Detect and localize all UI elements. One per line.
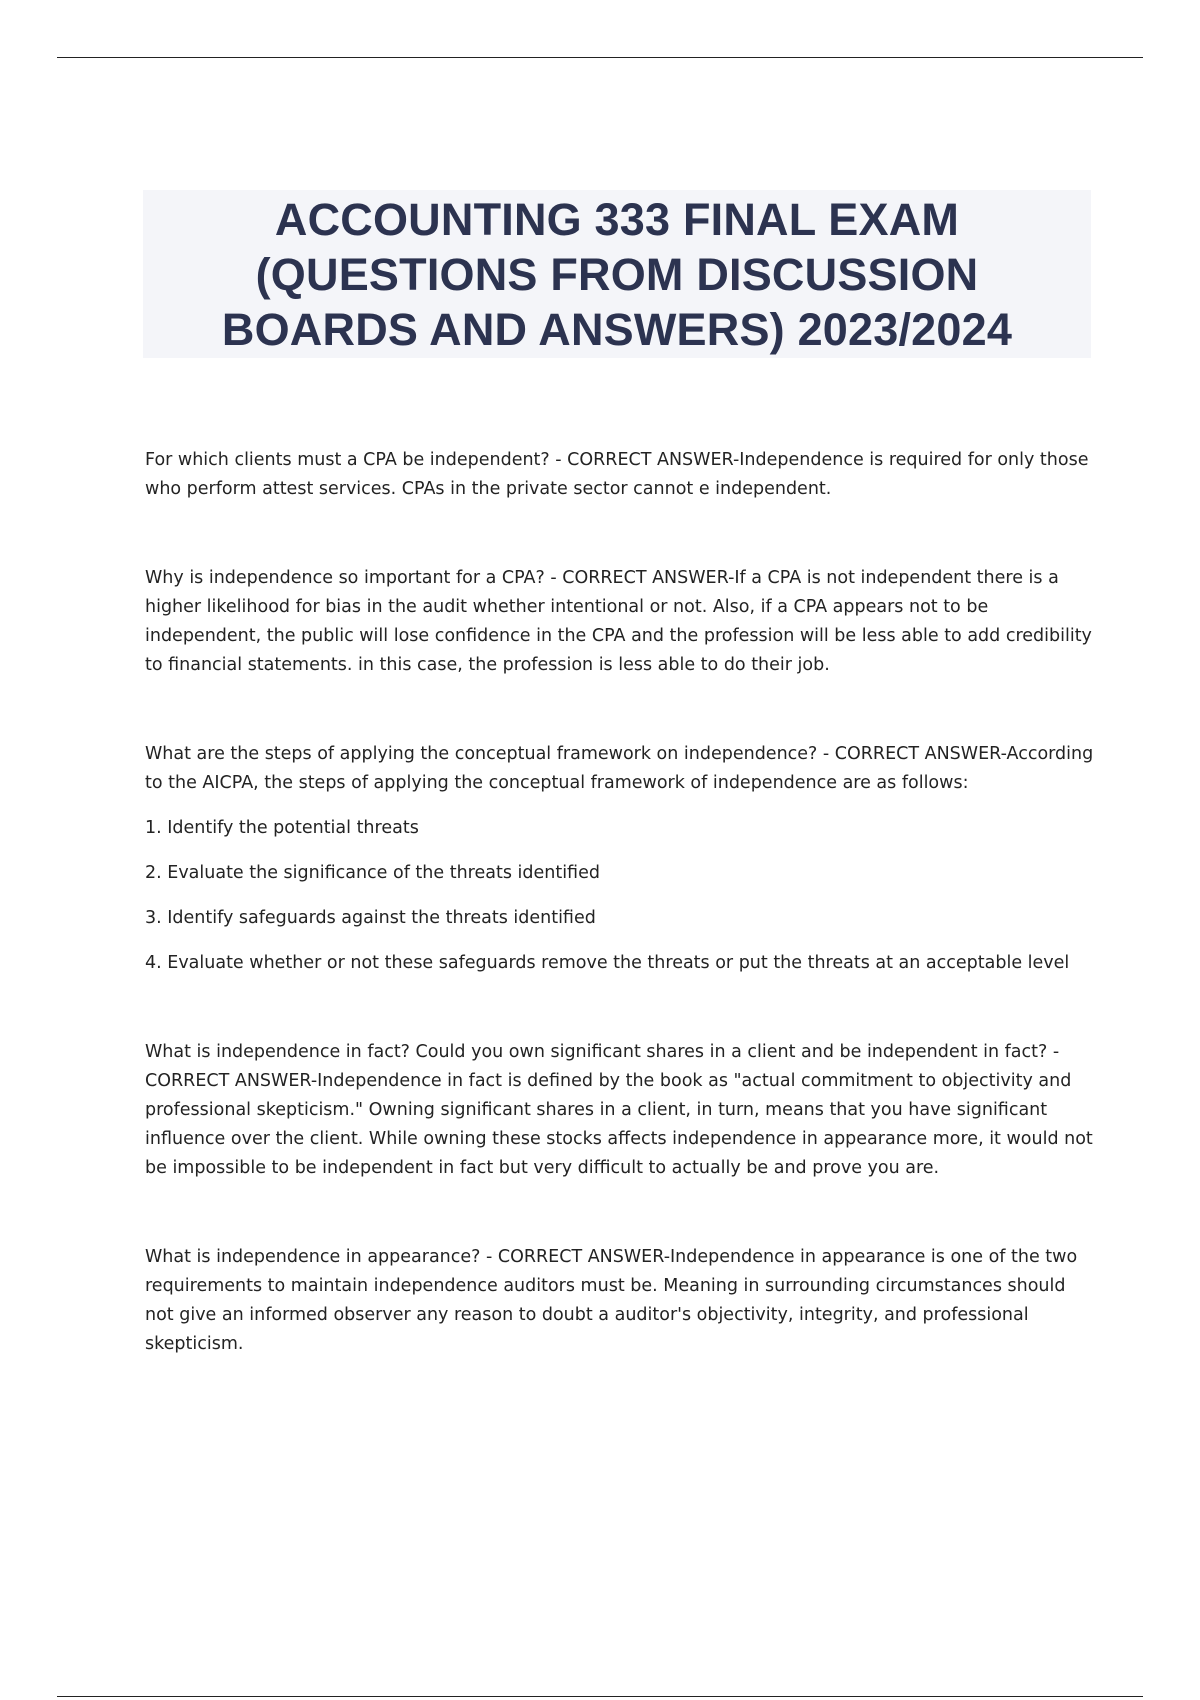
title-line: (QUESTIONS FROM DISCUSSION: [255, 248, 979, 300]
qa-item: [145, 1243, 1095, 1359]
qa-item: [145, 446, 1095, 504]
step-item: 3. Identify safeguards against the threats identified: [145, 908, 596, 928]
document-title: [222, 192, 1012, 357]
qa-item: [145, 1038, 1095, 1183]
qa-item: [145, 564, 1095, 680]
step-item: 1. Identify the potential threats: [145, 818, 419, 838]
qa-text: Why is independence so important for a CPA? - CORRECT ANSWER-If a CPA is not independent there is a higher likelihood for bias in the audit whether intentional or not. Also, if a CPA appears not to be independent, the public will lose confidence in the CPA and the profession will be less able to add credibility to financial statements. in this case, the profession is less able to do their job.: [145, 568, 1092, 675]
qa-text: What are the steps of applying the conceptual framework on independence? - CORRECT ANSWER-According to the AICPA, the steps of applying the conceptual framework of independence are as follows:: [145, 744, 1094, 793]
steps-list: [145, 814, 1095, 978]
top-divider: [57, 57, 1143, 58]
step-item: 2. Evaluate the significance of the threats identified: [145, 863, 600, 883]
bottom-divider: [57, 1696, 1143, 1697]
qa-content: [145, 446, 1095, 1359]
qa-text: What is independence in fact? Could you own significant shares in a client and be independent in fact? - CORRECT ANSWER-Independence in fact is defined by the book as "actual commitment to objectivity and professional skepticism." Owning significant shares in a client, in turn, means that you have significant influence over the client. While owning these stocks affects independence in appearance more, it would not be impossible to be independent in fact but very difficult to actually be and prove you are.: [145, 1042, 1093, 1178]
title-line: BOARDS AND ANSWERS) 2023/2024: [221, 303, 1013, 355]
step-item: 4. Evaluate whether or not these safeguards remove the threats or put the threats at an acceptable level: [145, 953, 1070, 973]
qa-text: What is independence in appearance? - CORRECT ANSWER-Independence in appearance is one of the two requirements to maintain independence auditors must be. Meaning in surrounding circumstances should not give an informed observer any reason to doubt a auditor's objectivity, integrity, and professional skepticism.: [145, 1247, 1078, 1354]
qa-item: [145, 740, 1095, 978]
title-line: ACCOUNTING 333 FINAL EXAM: [274, 193, 960, 245]
title-banner: [143, 190, 1091, 358]
qa-text: For which clients must a CPA be independent? - CORRECT ANSWER-Independence is required for only those who perform attest services. CPAs in the private sector cannot e independent.: [145, 450, 1089, 499]
